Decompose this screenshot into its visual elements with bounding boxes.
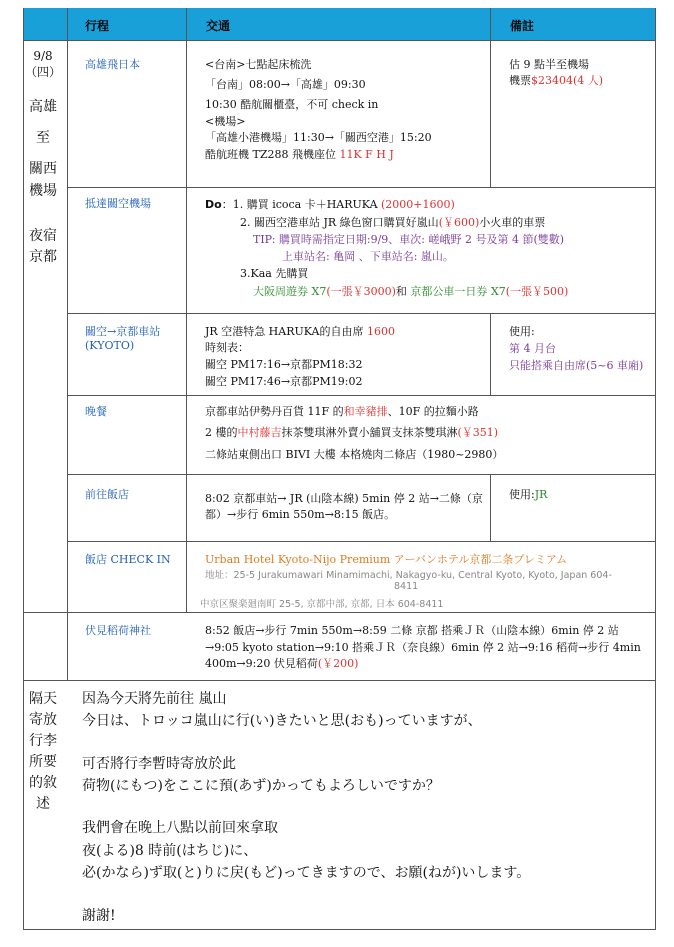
transport-line: <機場> bbox=[205, 115, 246, 128]
hotel-name: Urban Hotel Kyoto-Nijo Premium アーバンホテル京都二条プレミアム bbox=[205, 553, 568, 566]
dinner-line: 二條站東側出口 BIVI 大樓 本格燒肉二條店（1980~2980） bbox=[205, 448, 504, 461]
phrase-line: 今日は、トロッコ嵐山に行(い)きたいと思(おも)っていますが、 bbox=[82, 713, 482, 729]
header-notes: 備註 bbox=[510, 19, 535, 33]
tip-line: 上車站名: 亀岡 、下車站名: 嵐山。 bbox=[282, 250, 454, 263]
timetable-row: 關空 PM17:46→京都PM19:02 bbox=[205, 375, 363, 388]
dinner-text: 抹茶雙琪淋外賣小舖買支抹茶雙琪淋 bbox=[281, 426, 458, 439]
route-line: →9:05 kyoto station→9:10 搭乘ＪＲ（奈良線）6min 停 2 站→9:16 稻荷→步行 4min bbox=[205, 641, 641, 654]
phrase-line: 可否將行李暫時寄放於此 bbox=[82, 756, 236, 772]
header-transport: 交通 bbox=[206, 19, 231, 33]
side-line: 的敘 bbox=[29, 775, 57, 791]
kyoto-text: JR 空港特急 HARUKA的自由席 bbox=[205, 325, 367, 338]
todo-text: 小火車的車票 bbox=[479, 216, 546, 229]
todo-item-1 bbox=[205, 196, 455, 212]
phrase-line: 我們會在晚上八點以前回來拿取 bbox=[82, 820, 278, 836]
hotel-address: 地址：25-5 Jurakumawari Minamimachi, Nakagyo-ku, Central Kyoto, Kyoto, Japan 604- bbox=[205, 570, 612, 581]
route-line: 關西 bbox=[29, 161, 57, 177]
phrase-line: 荷物(にもつ)をここに預(あず)かってもよろしいですか？ bbox=[82, 778, 440, 794]
dinner-line bbox=[205, 424, 498, 440]
kyoto-line bbox=[205, 323, 395, 339]
side-line: 隔天 bbox=[29, 691, 57, 707]
dinner-text: 京都車站伊勢丹百貨 11F 的 bbox=[205, 405, 344, 418]
ticket-note bbox=[509, 72, 603, 88]
transport-line: 「台南」08:00→「高雄」09:30 bbox=[205, 78, 366, 91]
tip-line: TIP: 購買時需指定日期:9/9、車次: 嵯峨野 2 号及第 4 節(雙數) bbox=[253, 233, 565, 246]
todo-item-2 bbox=[240, 214, 545, 230]
dinner-text: 、10F 的拉麵小路 bbox=[387, 405, 479, 418]
phrase-line: 因為今天將先前往 嵐山 bbox=[82, 691, 227, 707]
pass-b: 京都公車一日券 X7 bbox=[410, 285, 506, 298]
phrase-line: 夜(よる)8 時前(はちじ)に、 bbox=[82, 843, 258, 859]
todo-text: 2. 關西空港車站 JR 綠色窗口購買好嵐山 bbox=[240, 216, 439, 229]
shop-name: 和幸豬排 bbox=[343, 405, 388, 418]
todo-text: ：1. 購買 icoca 卡＋HARUKA bbox=[221, 198, 382, 211]
row-title: 飯店 CHECK IN bbox=[85, 553, 171, 566]
ticket-price: $23404(4 人) bbox=[531, 74, 604, 87]
shop-name: 中村藤吉 bbox=[237, 426, 282, 439]
row-title: 抵達關空機場 bbox=[85, 197, 151, 210]
hotel-address: 中京区聚楽廻南町 25-5, 京都中部, 京都, 日本 604-8411 bbox=[200, 599, 444, 610]
route-line bbox=[205, 655, 358, 671]
timetable-row: 關空 PM17:16→京都PM18:32 bbox=[205, 358, 363, 371]
side-line: 所要 bbox=[29, 754, 57, 770]
date: 9/8 bbox=[33, 49, 53, 63]
side-line: 行李 bbox=[29, 733, 57, 749]
route-line: 8:02 京都車站→ JR (山陰本線) 5min 停 2 站→二條（京 bbox=[205, 492, 483, 505]
route-line: 至 bbox=[36, 130, 50, 146]
hotel-address: 8411 bbox=[394, 581, 419, 592]
todo-price: (2000+1600) bbox=[381, 198, 455, 211]
kyoto-price: 1600 bbox=[367, 325, 395, 338]
row-title: 伏見稻荷神社 bbox=[85, 624, 151, 637]
flight-text: 酷航班機 TZ288 飛機座位 bbox=[205, 148, 340, 161]
row-title: 高雄飛日本 bbox=[85, 58, 140, 71]
route-line: 機場 bbox=[29, 183, 57, 199]
stay-line: 京都 bbox=[29, 249, 57, 265]
transport-line: <台南>七點起床梳洗 bbox=[205, 58, 312, 71]
ticket-label: 機票 bbox=[509, 74, 531, 87]
route-line: 高雄 bbox=[29, 99, 57, 115]
note-line bbox=[509, 486, 547, 502]
pass-a: 大阪周遊券 X7 bbox=[253, 285, 327, 298]
weekday: （四） bbox=[24, 65, 61, 79]
note-line: 估 9 點半至機場 bbox=[509, 58, 589, 71]
dinner-text: 2 樓的 bbox=[205, 426, 238, 439]
phrase-line: 謝謝! bbox=[82, 908, 116, 924]
dinner-price: (￥351) bbox=[457, 426, 499, 439]
note-line: 使用: bbox=[509, 325, 535, 338]
seat-numbers: 11K F H J bbox=[339, 148, 394, 161]
note-line: 只能搭乘自由席(5~6 車廂) bbox=[509, 359, 644, 372]
route-price: (￥200) bbox=[317, 657, 359, 670]
row-title: 前往飯店 bbox=[85, 488, 129, 501]
side-line: 述 bbox=[36, 796, 50, 812]
timetable-label: 時刻表： bbox=[205, 341, 249, 354]
route-text: 400m→9:20 伏見稻荷 bbox=[205, 657, 318, 670]
transport-line: 「高雄小港機場」11:30→「關西空港」15:20 bbox=[205, 131, 432, 144]
row-title: (KYOTO) bbox=[85, 339, 135, 352]
note-label: 使用: bbox=[509, 488, 535, 501]
route-line: 都）→步行 6min 550m→8:15 飯店。 bbox=[205, 508, 396, 521]
dinner-line bbox=[205, 403, 479, 419]
todo-price: (￥600) bbox=[438, 216, 480, 229]
row-title: 晚餐 bbox=[85, 405, 107, 418]
route-line: 8:52 飯店→步行 7min 550m→8:59 二條 京都 搭乘ＪＲ（山陰本線）6min 停 2 站 bbox=[205, 624, 619, 637]
header-itinerary: 行程 bbox=[85, 19, 110, 33]
pass-and: 和 bbox=[395, 285, 411, 298]
todo-item-3: 3.Kaa 先購買 bbox=[240, 267, 309, 280]
pass-a-price: (一張￥3000) bbox=[326, 285, 396, 298]
table-header bbox=[23, 8, 655, 40]
note-value: JR bbox=[534, 488, 548, 501]
stay-line: 夜宿 bbox=[29, 228, 57, 244]
note-line: 第 4 月台 bbox=[509, 342, 556, 355]
row-title: 關空→京都車站 bbox=[85, 325, 161, 338]
flight-line bbox=[205, 146, 394, 162]
pass-b-price: (一張￥500) bbox=[505, 285, 569, 298]
transport-line: 10:30 酷航關櫃臺，不可 check in bbox=[205, 98, 379, 111]
pass-line bbox=[253, 283, 568, 299]
phrase-line: 必(かなら)ず取(と)りに戻(もど)ってきますので、お願(ねが)いします。 bbox=[82, 865, 531, 881]
do-label: Do bbox=[205, 198, 222, 211]
side-line: 寄放 bbox=[29, 712, 57, 728]
